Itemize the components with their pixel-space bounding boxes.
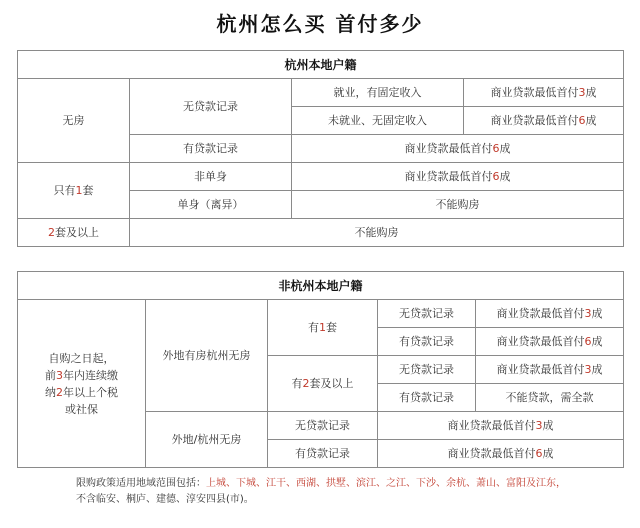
no-loan-record-label: 无贷款记录 bbox=[378, 300, 476, 328]
nonlocal-header: 非杭州本地户籍 bbox=[18, 272, 624, 300]
down-payment-cell: 商业贷款最低首付6成 bbox=[476, 328, 624, 356]
down-payment-cell: 商业贷款最低首付3成 bbox=[378, 412, 624, 440]
tax-condition-label: 自购之日起， 前3年内连续缴 纳2年以上个税 或社保 bbox=[18, 300, 146, 468]
cannot-buy-cell: 不能购房 bbox=[292, 191, 624, 219]
footnote bbox=[76, 476, 616, 508]
no-loan-record-label: 无贷款记录 bbox=[130, 79, 292, 135]
nonlocal-policy-table bbox=[17, 271, 624, 468]
down-payment-cell: 商业贷款最低首付6成 bbox=[378, 440, 624, 468]
has-loan-record-label: 有贷款记录 bbox=[268, 440, 378, 468]
no-loan-record-label: 无贷款记录 bbox=[378, 356, 476, 384]
outside-no-house-label: 外地/杭州无房 bbox=[146, 412, 268, 468]
down-payment-cell: 商业贷款最低首付3成 bbox=[476, 356, 624, 384]
down-payment-cell: 商业贷款最低首付3成 bbox=[476, 300, 624, 328]
outside-has-house-label: 外地有房杭州无房 bbox=[146, 300, 268, 412]
down-payment-cell: 商业贷款最低首付6成 bbox=[464, 107, 624, 135]
not-single-label: 非单身 bbox=[130, 163, 292, 191]
has-one-label: 有1套 bbox=[268, 300, 378, 356]
local-header: 杭州本地户籍 bbox=[18, 51, 624, 79]
footnote-areas: 上城、下城、江干、西湖、拱墅、滨江、之江、下沙、余杭、萧山、富阳及江东， bbox=[206, 478, 566, 489]
down-payment-cell: 商业贷款最低首付6成 bbox=[292, 135, 624, 163]
no-loan-record-label: 无贷款记录 bbox=[268, 412, 378, 440]
down-payment-cell: 商业贷款最低首付6成 bbox=[292, 163, 624, 191]
down-payment-cell: 商业贷款最低首付3成 bbox=[464, 79, 624, 107]
single-divorced-label: 单身（离异） bbox=[130, 191, 292, 219]
no-house-label: 无房 bbox=[18, 79, 130, 163]
cannot-buy-cell: 不能购房 bbox=[130, 219, 624, 247]
has-loan-record-label: 有贷款记录 bbox=[130, 135, 292, 163]
page-title: 杭州怎么买 首付多少 bbox=[216, 12, 424, 36]
unemployed-label: 未就业、无固定收入 bbox=[292, 107, 464, 135]
employed-label: 就业，有固定收入 bbox=[292, 79, 464, 107]
two-plus-label: 2套及以上 bbox=[18, 219, 130, 247]
has-two-plus-label: 有2套及以上 bbox=[268, 356, 378, 412]
has-loan-record-label: 有贷款记录 bbox=[378, 384, 476, 412]
footnote-exclusions: 不含临安、桐庐、建德、淳安四县(市)。 bbox=[76, 494, 254, 505]
footnote-prefix: 限购政策适用地域范围包括： bbox=[76, 478, 206, 489]
only-one-label: 只有1套 bbox=[18, 163, 130, 219]
no-loan-full-cell: 不能贷款，需全款 bbox=[476, 384, 624, 412]
has-loan-record-label: 有贷款记录 bbox=[378, 328, 476, 356]
local-policy-table bbox=[17, 50, 624, 247]
